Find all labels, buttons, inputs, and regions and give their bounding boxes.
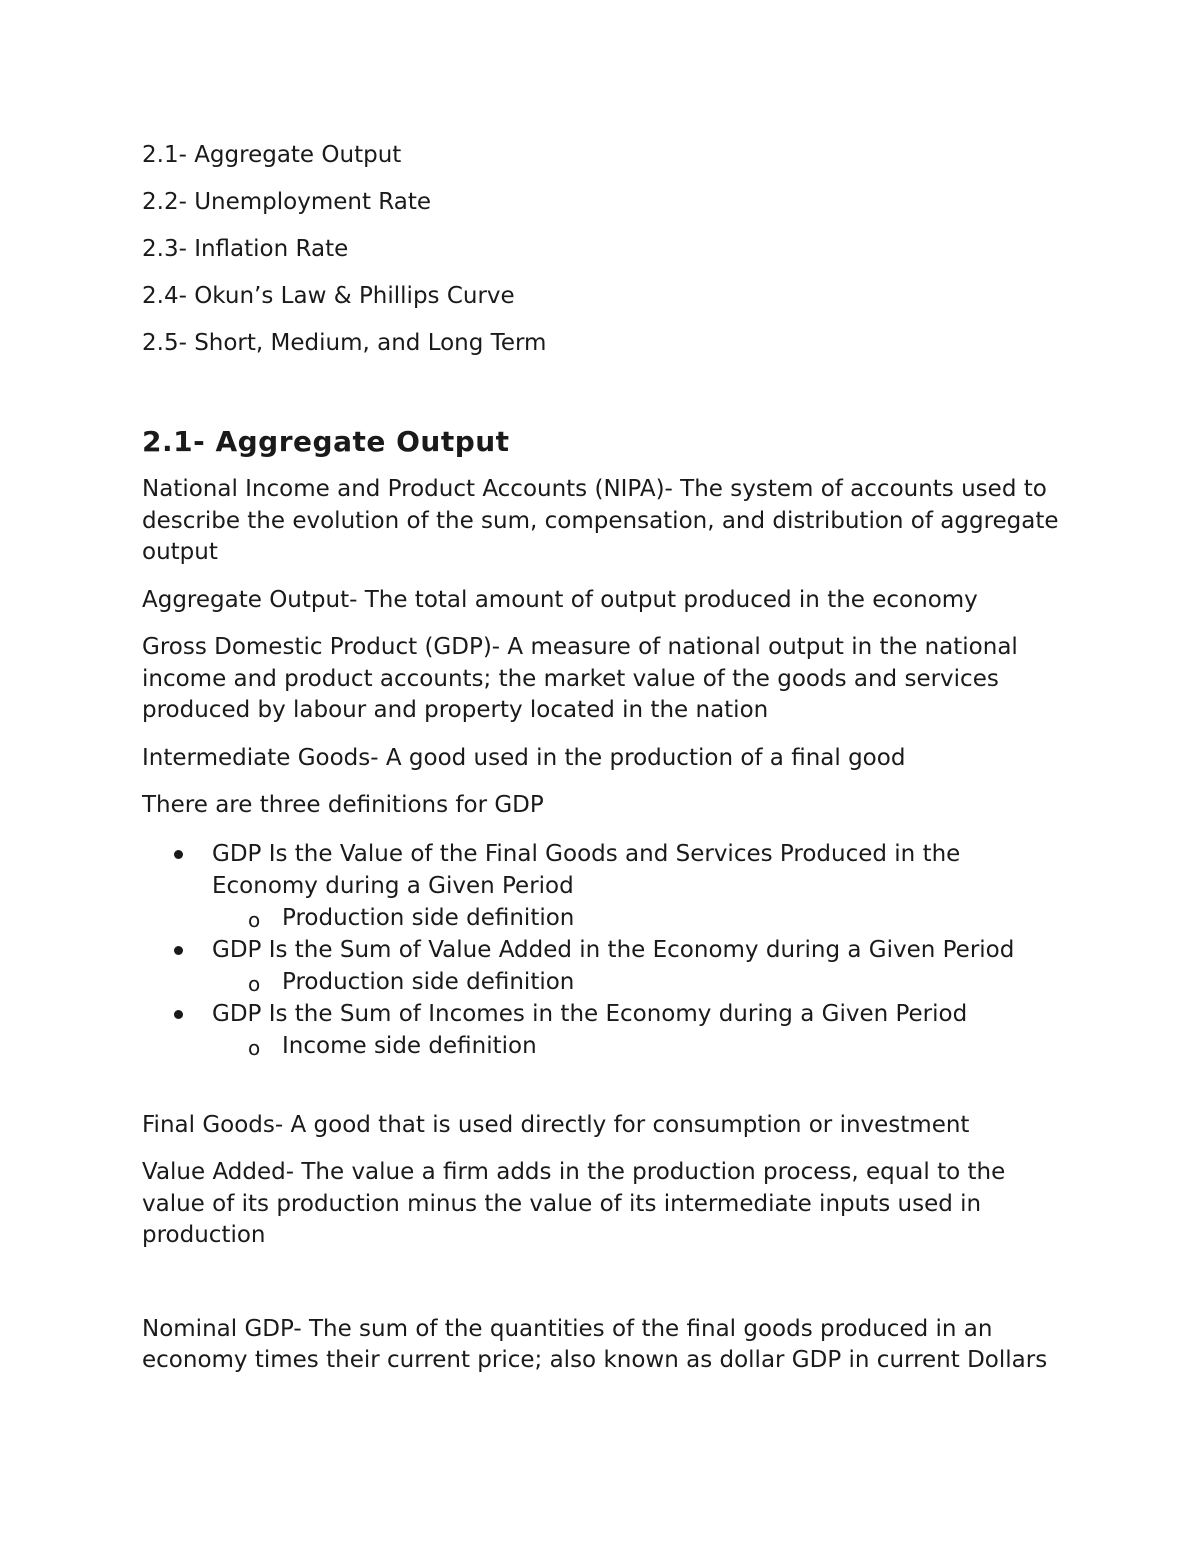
definition-intermediate-goods: Intermediate Goods- A good used in the production of a final good [142,744,906,771]
toc-item-short-medium-long-term[interactable]: 2.5- Short, Medium, and Long Term [142,330,547,356]
list-item [142,934,1062,998]
sub-list-item-text: Production side definition [282,968,575,995]
gdp-definitions-list [142,838,1062,1062]
section-heading: 2.1- Aggregate Output [142,425,510,458]
definition-nominal-gdp: Nominal GDP- The sum of the quantities of the final goods produced in an economy times their current price; also known as dollar GDP in current Dollars [142,1315,1048,1373]
definition-aggregate-output: Aggregate Output- The total amount of output produced in the economy [142,586,978,613]
sub-list [212,966,1062,998]
sub-list-item-text: Income side definition [282,1032,537,1059]
sub-list-item [212,902,1062,934]
table-of-contents [142,140,1042,375]
sub-list [212,902,1062,934]
definition-nipa: National Income and Product Accounts (NIPA)- The system of accounts used to describe the evolution of the sum, compensation, and distribution of aggregate output [142,476,1059,565]
list-item [142,998,1062,1062]
bullet-icon [174,850,183,859]
circle-bullet-icon: o [248,971,261,996]
spacer [142,1062,1062,1110]
definition-final-goods: Final Goods- A good that is used directly for consumption or investment [142,1111,970,1138]
spacer [142,1268,1062,1314]
circle-bullet-icon: o [248,1035,261,1060]
toc-item-okuns-law[interactable]: 2.4- Okun’s Law & Phillips Curve [142,283,515,309]
sub-list-item [212,966,1062,998]
toc-item-inflation-rate[interactable]: 2.3- Inflation Rate [142,236,349,262]
definition-gdp: Gross Domestic Product (GDP)- A measure of national output in the national income and product accounts; the market value of the goods and services produced by labour and property located in the nation [142,634,1018,723]
definition-value-added: Value Added- The value a firm adds in the production process, equal to the value of its production minus the value of its intermediate inputs used in production [142,1159,1006,1248]
toc-item-unemployment-rate[interactable]: 2.2- Unemployment Rate [142,189,432,215]
gdp-definitions-intro: There are three definitions for GDP [142,792,544,818]
toc-item-aggregate-output[interactable]: 2.1- Aggregate Output [142,142,402,168]
circle-bullet-icon: o [248,907,261,932]
sub-list-item-text: Production side definition [282,904,575,931]
bullet-icon [174,1010,183,1019]
list-item [142,838,1062,934]
list-item-text: GDP Is the Sum of Value Added in the Economy during a Given Period [212,936,1015,963]
section-aggregate-output [142,424,1062,1393]
sub-list-item [212,1030,1062,1062]
bullet-icon [174,946,183,955]
list-item-text: GDP Is the Sum of Incomes in the Economy during a Given Period [212,1000,968,1027]
list-item-text: GDP Is the Value of the Final Goods and Services Produced in the Economy during a Given Period [212,840,961,899]
sub-list [212,1030,1062,1062]
